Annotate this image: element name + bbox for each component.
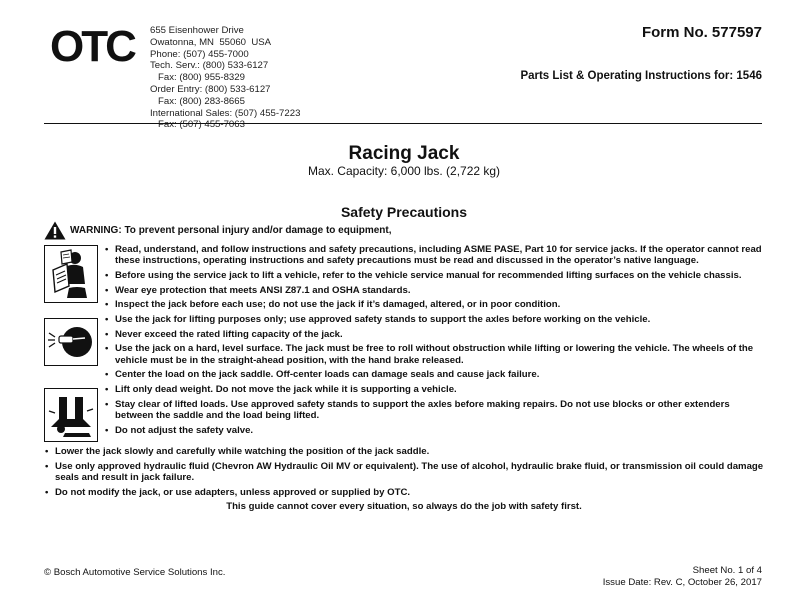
list-item: • Use only approved hydraulic fluid (Chevron AW Hydraulic Oil MV or equivalent). The use of alcohol, hydraulic brake fluid, or transmission oil could damage seals and result in jack failure. bbox=[44, 461, 764, 483]
sheet-info bbox=[603, 565, 762, 589]
copyright: © Bosch Automotive Service Solutions Inc. bbox=[44, 567, 226, 578]
page-title: Racing Jack bbox=[348, 143, 460, 164]
list-item: • Lift only dead weight. Do not move the jack while it is supporting a vehicle. bbox=[104, 384, 764, 395]
list-item: • Do not adjust the safety valve. bbox=[104, 425, 764, 436]
crush-hazard-icon bbox=[44, 388, 98, 442]
list-item: • Center the load on the jack saddle. Off-center loads can damage seals and cause jack failure. bbox=[104, 369, 764, 380]
address-line: 655 Eisenhower Drive bbox=[150, 25, 244, 36]
max-capacity: Max. Capacity: 6,000 lbs. (2,722 kg) bbox=[307, 164, 501, 178]
address-line: Fax: (800) 955-8329 bbox=[150, 72, 245, 84]
company-address bbox=[150, 25, 300, 131]
address-line: Fax: (507) 455-7063 bbox=[150, 119, 245, 131]
list-item: • Stay clear of lifted loads. Use approved safety stands to support the axles before making repairs. Do not use blocks or other extenders between the saddle and the load being lifted. bbox=[104, 399, 764, 421]
list-item: • Use the jack on a hard, level surface. The jack must be free to roll without obstruction while lifting or lowering the vehicle. The wheels of the vehicle must be in the straight-ahead position, with the hand brake released. bbox=[104, 343, 764, 365]
section-heading: Safety Precautions bbox=[340, 204, 468, 220]
list-item: • Do not modify the jack, or use adapters, unless approved or supplied by OTC. bbox=[44, 487, 764, 498]
address-line: Order Entry: (800) 533-6127 bbox=[150, 83, 271, 95]
address-line: Fax: (800) 283-8665 bbox=[150, 95, 245, 107]
form-number: Form No. 577597 bbox=[641, 24, 762, 41]
address-line: International Sales: (507) 455-7223 bbox=[150, 107, 301, 119]
list-item: • Inspect the jack before each use; do not use the jack if it’s damaged, altered, or in poor condition. bbox=[104, 299, 764, 310]
sheet-number: Sheet No. 1 of 4 bbox=[692, 565, 762, 576]
document-subtitle: Parts List & Operating Instructions for: 1546 bbox=[520, 70, 762, 82]
address-line: Owatonna, MN 55060 USA bbox=[150, 36, 272, 48]
safety-bullets-full bbox=[44, 446, 764, 501]
list-item: • Wear eye protection that meets ANSI Z87.1 and OSHA standards. bbox=[104, 285, 764, 296]
safety-bullets-indented bbox=[104, 244, 764, 439]
logo-text: OTC bbox=[50, 24, 134, 68]
eye-protection-icon bbox=[44, 318, 98, 366]
list-item: • Before using the service jack to lift a vehicle, refer to the vehicle service manual for recommended lifting surfaces on the vehicle chassis. bbox=[104, 270, 764, 281]
closing-note: This guide cannot cover every situation, so always do the job with safety first. bbox=[226, 501, 582, 512]
issue-date: Issue Date: Rev. C, October 26, 2017 bbox=[602, 577, 762, 588]
otc-logo bbox=[44, 24, 140, 68]
warning-line bbox=[44, 221, 392, 240]
address-line: Phone: (507) 455-7000 bbox=[150, 48, 249, 60]
header-divider bbox=[44, 123, 762, 124]
warning-text: WARNING: To prevent personal injury and/or damage to equipment, bbox=[70, 225, 392, 236]
list-item: • Use the jack for lifting purposes only; use approved safety stands to support the axles before working on the vehicle. bbox=[104, 314, 764, 325]
list-item: • Lower the jack slowly and carefully while watching the position of the jack saddle. bbox=[44, 446, 764, 457]
warning-triangle-icon bbox=[44, 221, 66, 240]
list-item: • Never exceed the rated lifting capacity of the jack. bbox=[104, 329, 764, 340]
list-item: • Read, understand, and follow instructions and safety precautions, including ASME PASE, Part 10 for service jacks. If the operator cannot read these instructions, operating instructions and safety precautions must be read and discussed in the operator’s native language. bbox=[104, 244, 764, 266]
address-line: Tech. Serv.: (800) 533-6127 bbox=[150, 60, 269, 72]
read-manual-icon bbox=[44, 245, 98, 303]
